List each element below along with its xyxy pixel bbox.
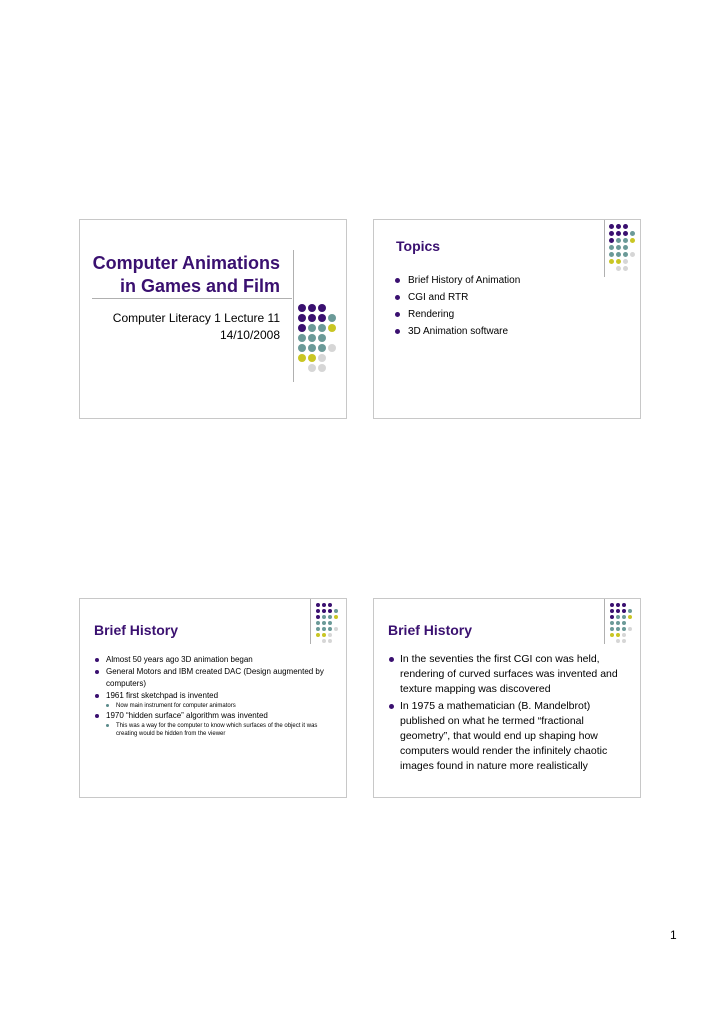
decorative-dot [623,266,628,271]
decorative-dot [610,621,614,625]
decorative-dot [616,603,620,607]
slide-heading: Brief History [388,622,473,638]
decorative-vertical-line [604,220,605,277]
decorative-dot [298,334,306,342]
decorative-dot [609,224,614,229]
decorative-vertical-line [310,599,311,644]
subtitle-line-1: Computer Literacy 1 Lecture 11 [112,311,280,325]
decorative-dot [616,224,621,229]
list-item: Almost 50 years ago 3D animation began [94,654,339,666]
decorative-dot [616,627,620,631]
decorative-dot [308,364,316,372]
decorative-dot [334,627,338,631]
decorative-dot [610,609,614,613]
decorative-dot [622,603,626,607]
decorative-dot [616,252,621,257]
decorative-dot [318,354,326,362]
slide-subtitle [113,310,280,344]
decorative-dot [622,615,626,619]
decorative-dot [328,627,332,631]
decorative-dot [328,344,336,352]
decorative-dot [328,621,332,625]
decorative-dot [316,621,320,625]
slide-heading: Brief History [94,622,179,638]
decorative-vertical-line [604,599,605,644]
decorative-dot [322,615,326,619]
decorative-dot [610,633,614,637]
decorative-dot [630,238,635,243]
title-line-2: in Games and Film [119,276,280,296]
decorative-dot [318,364,326,372]
decorative-dot [308,324,316,332]
decorative-dot [322,609,326,613]
decorative-dot [622,621,626,625]
decorative-dot [623,259,628,264]
decorative-dot [316,615,320,619]
decorative-dot [334,609,338,613]
decorative-dot [616,238,621,243]
decorative-dot [628,627,632,631]
decorative-dot [616,231,621,236]
decorative-dot [322,627,326,631]
decorative-dot [616,633,620,637]
decorative-dot [616,621,620,625]
decorative-dot [328,615,332,619]
decorative-dot [298,354,306,362]
decorative-dot [623,238,628,243]
title-line-1: Computer Animations [92,253,280,273]
list-item: In the seventies the first CGI con was held, rendering of curved surfaces was invented and texture mapping was discovered [388,652,633,697]
decorative-dot [318,334,326,342]
decorative-dot [610,627,614,631]
decorative-dot [623,245,628,250]
slide-heading: Topics [396,238,441,254]
decorative-dot [308,304,316,312]
decorative-dot [616,266,621,271]
slide-topics [373,219,641,419]
decorative-dot [628,609,632,613]
decorative-dot [316,633,320,637]
history-list [94,654,339,738]
history-list [388,652,633,776]
subtitle-line-2: 14/10/2008 [219,328,280,342]
decorative-dot [630,231,635,236]
title-divider-line [92,298,292,299]
decorative-dot [328,324,336,332]
decorative-dot [322,639,326,643]
decorative-dot [630,252,635,257]
decorative-dot [316,627,320,631]
decorative-dot [328,633,332,637]
decorative-dot [298,324,306,332]
decorative-dot [622,627,626,631]
list-item: CGI and RTR [394,289,520,306]
sub-list-item: This was a way for the computer to know which surfaces of the object it was creating would be hidden from the viewer [94,722,339,738]
list-item: Rendering [394,306,520,323]
decorative-dot [609,231,614,236]
slide-brief-history-2 [373,598,641,798]
slide-brief-history-1 [79,598,347,798]
decorative-dot [623,224,628,229]
decorative-dot [609,259,614,264]
decorative-dot [616,245,621,250]
decorative-dot [308,314,316,322]
decorative-dot [318,304,326,312]
decorative-dot [622,609,626,613]
page-number: 1 [670,928,677,942]
decorative-dot [610,615,614,619]
decorative-dot [318,344,326,352]
decorative-dot [298,304,306,312]
decorative-dot [308,334,316,342]
list-item: 3D Animation software [394,323,520,340]
decorative-dot [316,609,320,613]
decorative-dot [334,615,338,619]
list-item: In 1975 a mathematician (B. Mandelbrot) published on what he termed “fractional geometry”, that would end up shaping how computers would render the infinitely chaotic images found in nature more realistically [388,699,633,774]
topics-list [394,272,520,340]
list-item: 1961 first sketchpad is invented [94,690,339,702]
decorative-dot [609,238,614,243]
decorative-dot [622,633,626,637]
decorative-dot [616,609,620,613]
decorative-dot [298,314,306,322]
decorative-dot [623,231,628,236]
decorative-dot [616,259,621,264]
decorative-dot [328,609,332,613]
decorative-dot [328,603,332,607]
decorative-dot [308,344,316,352]
decorative-dot [622,639,626,643]
slide-title-heading [93,252,280,298]
decorative-dot [616,615,620,619]
decorative-dot [628,615,632,619]
decorative-dot [328,639,332,643]
decorative-dot [616,639,620,643]
sub-list-item: Now main instrument for computer animators [94,702,339,710]
decorative-vertical-line [293,250,294,382]
decorative-dot [322,633,326,637]
list-item: 1970 “hidden surface” algorithm was invented [94,710,339,722]
decorative-dot [298,344,306,352]
list-item: Brief History of Animation [394,272,520,289]
decorative-dot [328,314,336,322]
decorative-dot [609,245,614,250]
decorative-dot [318,314,326,322]
decorative-dot [610,603,614,607]
decorative-dot [609,252,614,257]
decorative-dot [318,324,326,332]
decorative-dot [322,603,326,607]
decorative-dot [322,621,326,625]
slide-title [79,219,347,419]
list-item: General Motors and IBM created DAC (Design augmented by computers) [94,666,339,690]
decorative-dot [308,354,316,362]
decorative-dot [623,252,628,257]
decorative-dot [316,603,320,607]
